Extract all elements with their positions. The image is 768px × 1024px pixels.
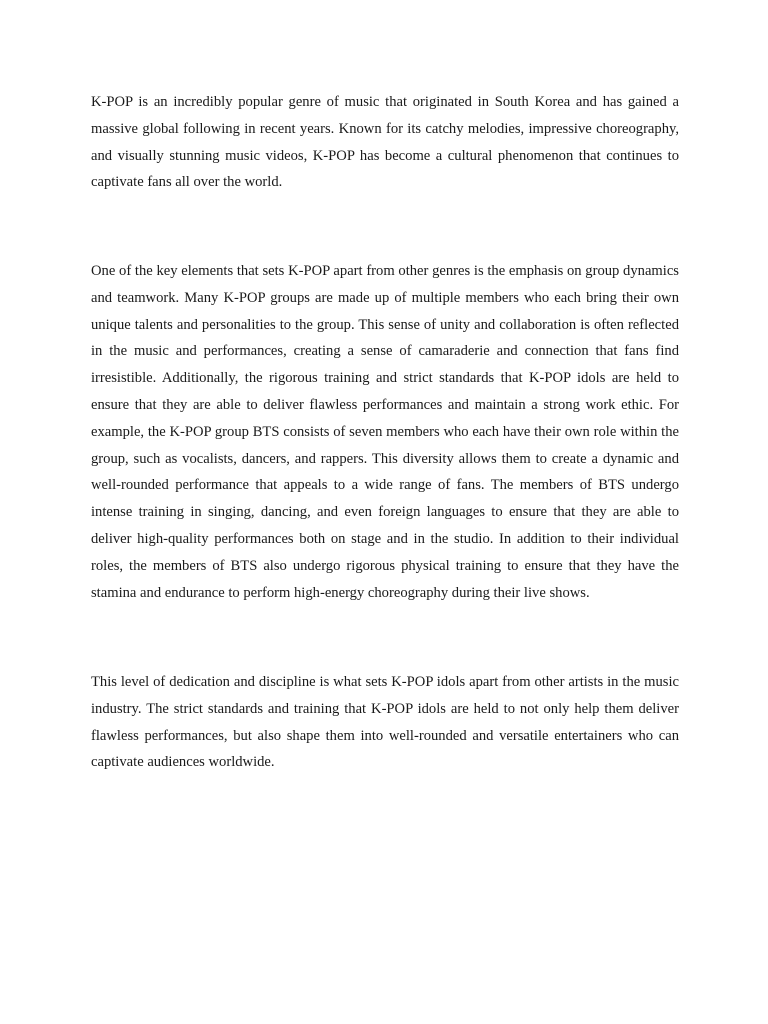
paragraph-dedication: This level of dedication and discipline is what sets K-POP idols apart from other artists in the music industry. The strict standards and training that K-POP idols are held to not only help them deliver flawless performances, but also shape them into well-rounded and versatile entertainers who can captivate audiences worldwide. [91,674,679,771]
paragraph-intro: K-POP is an incredibly popular genre of music that originated in South Korea and has gained a massive global following in recent years. Known for its catchy melodies, impressive choreography, and visually stunning music videos, K-POP has become a cultural phenomenon that continues to captivate fans all over the world. [91,94,679,191]
paragraph-group-dynamics: One of the key elements that sets K-POP apart from other genres is the emphasis on group dynamics and teamwork. Many K-POP groups are made up of multiple members who each bring their own unique talents and personalities to the group. This sense of unity and collaboration is often reflected in the music and performances, creating a sense of camaraderie and connection that fans find irresistible. Additionally, the rigorous training and strict standards that K-POP idols are held to ensure that they are able to deliver flawless performances and maintain a strong work ethic. For example, the K-POP group BTS consists of seven members who each have their own role within the group, such as vocalists, dancers, and rappers. This diversity allows them to create a dynamic and well-rounded performance that appeals to a wide range of fans. The members of BTS undergo intense training in singing, dancing, and even foreign languages to ensure that they are able to deliver high-quality performances both on stage and in the studio. In addition to their individual roles, the members of BTS also undergo rigorous physical training to ensure that they have the stamina and endurance to perform high-energy choreography during their live shows. [91,263,679,601]
